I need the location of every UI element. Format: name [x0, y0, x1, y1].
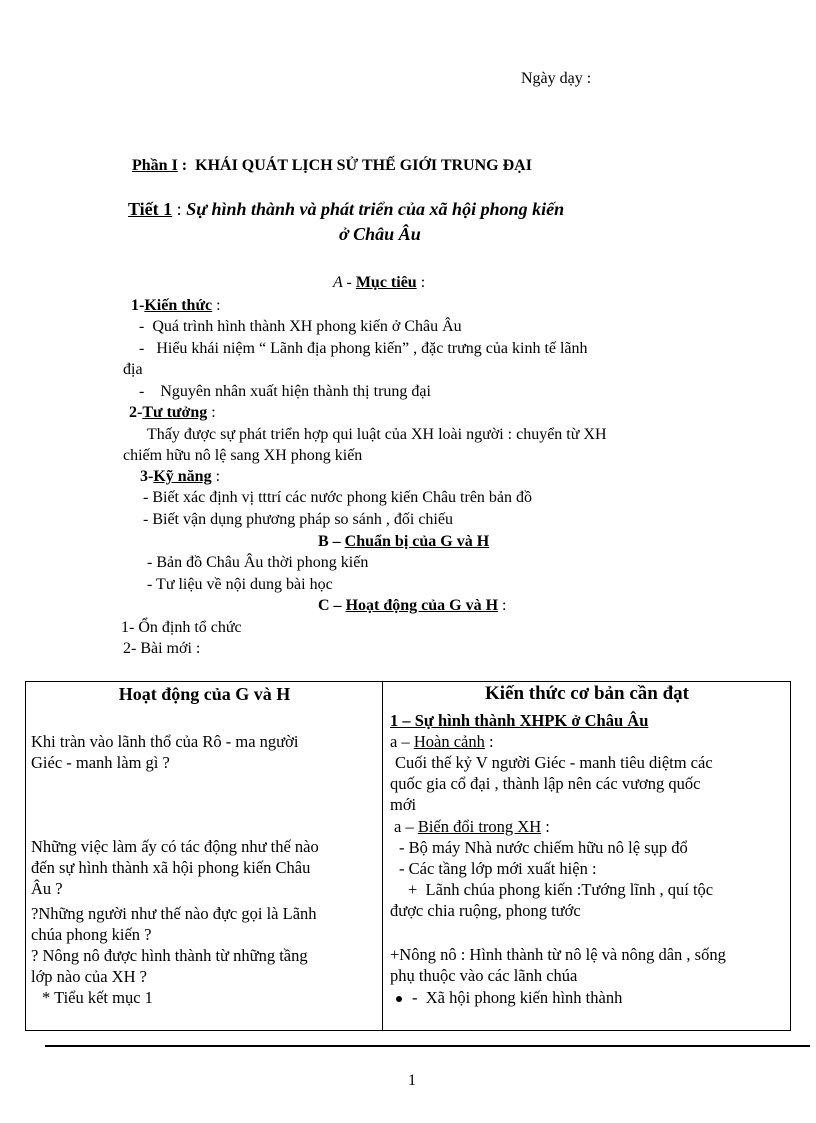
- thought-heading: [129, 404, 216, 422]
- lesson-title-line1: Sự hình thành và phát triển của xã hội phong kiến: [186, 199, 565, 219]
- knowledge-suffix: :: [212, 297, 221, 314]
- lesson-label: Tiết 1: [128, 199, 173, 219]
- right-a2-line: +Nông nô : Hình thành từ nô lệ và nông dân , sống: [390, 945, 726, 964]
- thought-line: chiếm hữu nô lệ sang XH phong kiến: [123, 447, 363, 464]
- skills-item: - Biết vận dụng phương pháp so sánh , đối chiếu: [143, 511, 453, 528]
- left-question: Những việc làm ấy có tác động như thế nào: [31, 837, 319, 856]
- thought-line: Thấy được sự phát triển hợp qui luật của XH loài người : chuyển từ XH: [147, 426, 607, 443]
- knowledge-item: - Hiểu khái niệm “ Lãnh địa phong kiến” , đặc trưng của kinh tế lãnh: [139, 340, 588, 357]
- right-a2-line: phụ thuộc vào các lãnh chúa: [390, 966, 578, 985]
- skills-item: - Biết xác định vị tttrí các nước phong kiến Châu trên bản đồ: [143, 489, 533, 506]
- section-b-prefix: B –: [318, 533, 345, 550]
- section-c-suffix: :: [498, 597, 507, 614]
- left-question: lớp nào của XH ?: [31, 967, 147, 986]
- left-question: Giéc - manh làm gì ?: [31, 753, 170, 772]
- thought-title: Tư tưởng: [142, 404, 208, 421]
- activity-table: [25, 681, 791, 1031]
- skills-num: 3-: [140, 468, 154, 485]
- knowledge-item: - Nguyên nhân xuất hiện thành thị trung đại: [139, 383, 431, 400]
- section-b-title: Chuẩn bị của G và H: [344, 533, 490, 550]
- right-a2-line: được chia ruộng, phong tước: [390, 901, 581, 920]
- knowledge-item: địa: [123, 361, 143, 378]
- section-c-item: 1- Ổn định tổ chức: [121, 619, 242, 636]
- left-question: đến sự hình thành xã hội phong kiến Châu: [31, 858, 311, 877]
- skills-title: Kỹ năng: [153, 468, 212, 485]
- bullet-icon: [396, 996, 402, 1002]
- left-question: ? Nông nô được hình thành từ những tầng: [31, 946, 308, 965]
- right-column: [383, 682, 791, 1031]
- section-c-prefix: C –: [318, 597, 346, 614]
- right-a2-heading: [394, 816, 550, 837]
- right-a2-prefix: a –: [394, 817, 418, 836]
- section-c-title: Hoạt động của G và H: [345, 597, 499, 614]
- right-a1-suffix: :: [484, 732, 494, 751]
- right-a2-line: - Xã hội phong kiến hình thành: [412, 988, 623, 1007]
- section-b-item: - Tư liệu về nội dung bài học: [147, 576, 333, 593]
- left-question: chúa phong kiến ?: [31, 925, 152, 944]
- thought-num: 2-: [129, 404, 143, 421]
- left-question: Khi tràn vào lãnh thổ của Rô - ma người: [31, 732, 299, 751]
- right-a2-line: - Các tầng lớp mới xuất hiện :: [399, 859, 597, 878]
- right-a1-title: Hoàn cảnh: [413, 732, 485, 751]
- right-a1-prefix: a –: [390, 732, 414, 751]
- left-question: ?Những người như thế nào đực gọi là Lãnh: [31, 904, 317, 923]
- footer-rule: [45, 1045, 810, 1047]
- right-section-title: 1 – Sự hình thành XHPK ở Châu Âu: [390, 711, 649, 730]
- knowledge-num: 1-: [131, 297, 145, 314]
- lesson-title-line2: ở Châu Âu: [339, 224, 421, 244]
- right-a1-heading: [390, 731, 494, 752]
- right-a1-line: mới: [390, 795, 417, 814]
- left-question: * Tiểu kết mục 1: [42, 988, 153, 1007]
- right-a2-line: + Lãnh chúa phong kiến :Tướng lĩnh , quí tộc: [408, 880, 714, 899]
- section-c-item: 2- Bài mới :: [123, 640, 201, 657]
- right-a2-line: - Bộ máy Nhà nước chiếm hữu nô lệ sụp đổ: [399, 838, 688, 857]
- thought-suffix: :: [207, 404, 216, 421]
- left-column: [26, 682, 383, 1031]
- part-sep: :: [177, 157, 196, 174]
- right-a2-bullet-line: [396, 987, 622, 1008]
- right-column-header: Kiến thức cơ bản cần đạt: [484, 683, 690, 704]
- lesson-heading: [128, 199, 564, 220]
- part-title: KHÁI QUÁT LỊCH SỬ THẾ GIỚI TRUNG ĐẠI: [195, 157, 532, 174]
- section-b-heading: [318, 533, 489, 551]
- part-heading: [132, 157, 532, 175]
- knowledge-item: - Quá trình hình thành XH phong kiến ở Châu Âu: [139, 318, 462, 335]
- left-column-header: Hoạt động của G và H: [118, 684, 291, 704]
- section-b-item: - Bản đồ Châu Âu thời phong kiến: [147, 554, 369, 571]
- skills-heading: [140, 468, 220, 486]
- section-c-heading: [318, 597, 506, 615]
- part-label: Phần I: [132, 157, 178, 174]
- page-number: 1: [408, 1072, 416, 1089]
- skills-suffix: :: [211, 468, 221, 485]
- section-a-title: Mục tiêu: [355, 274, 417, 291]
- right-a2-suffix: :: [541, 817, 550, 836]
- right-a1-line: quốc gia cổ đại , thành lập nên các vương quốc: [390, 774, 701, 793]
- right-a2-title: Biến đổi trong XH: [417, 817, 542, 836]
- right-a1-line: Cuối thế kỷ V người Giéc - manh tiêu diệtm các: [395, 753, 713, 772]
- date-label: Ngày dạy :: [521, 70, 592, 87]
- left-question: Âu ?: [31, 879, 63, 898]
- section-a-prefix: A -: [333, 274, 356, 291]
- lesson-sep: :: [172, 199, 187, 219]
- knowledge-heading: [131, 297, 221, 315]
- section-a-suffix: :: [416, 274, 426, 291]
- section-a-heading: [333, 274, 425, 292]
- knowledge-title: Kiến thức: [144, 297, 213, 314]
